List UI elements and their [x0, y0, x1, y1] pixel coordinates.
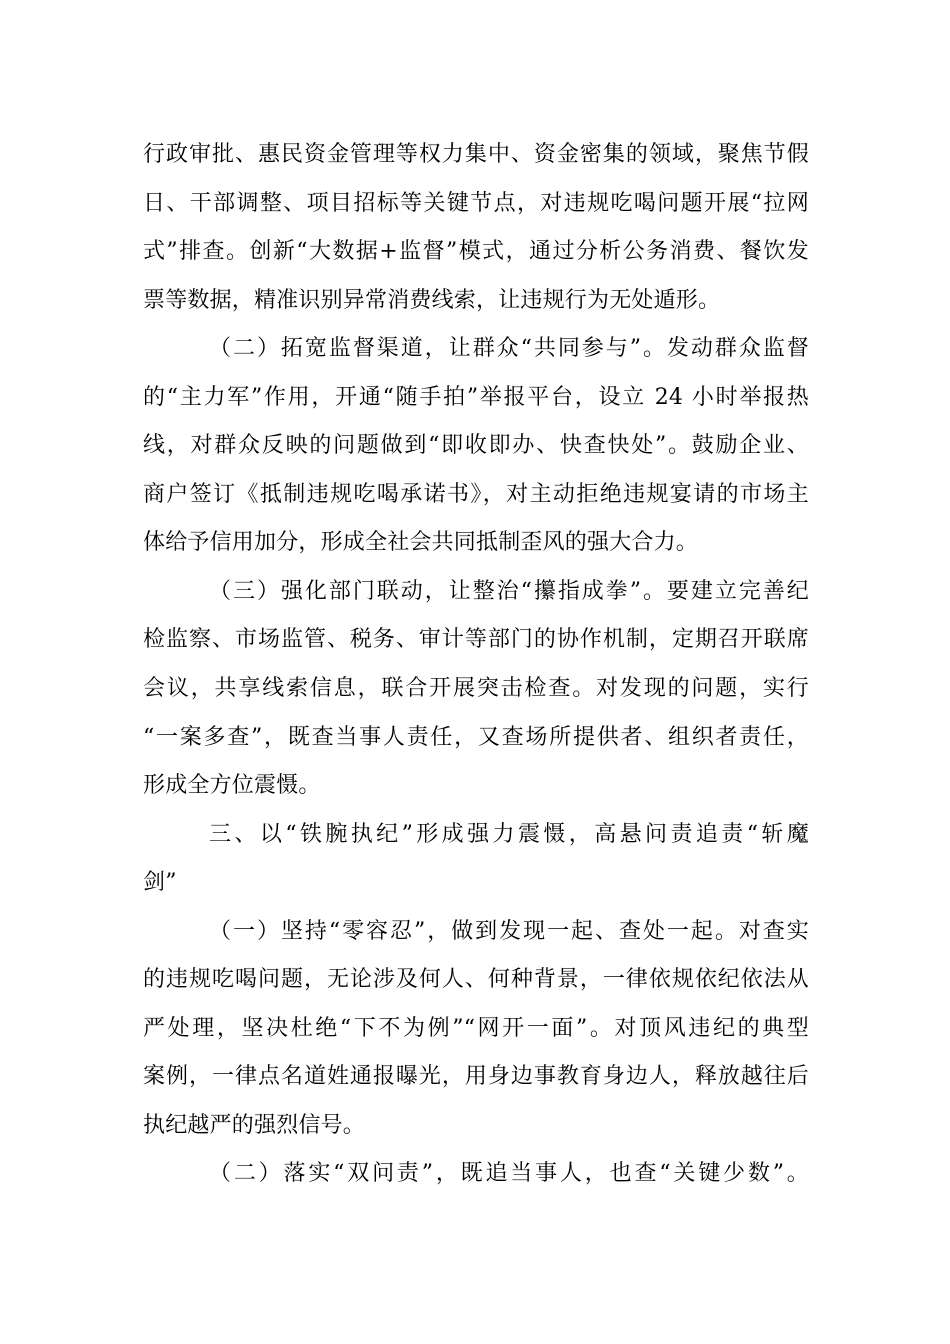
- text-line: （一）坚持“零容忍”，做到发现一起、查处一起。对查实: [209, 918, 809, 944]
- text-line: 式”排查。创新“大数据+监督”模式，通过分析公务消费、餐饮发: [143, 239, 809, 265]
- body-text: [143, 131, 809, 1199]
- text-line: （三）强化部门联动，让整治“攥指成拳”。要建立完善纪: [209, 578, 809, 604]
- text-line: 案例，一律点名道姓通报曝光，用身边事教育身边人，释放越往后: [143, 1064, 809, 1090]
- text-line: 商户签订《抵制违规吃喝承诺书》，对主动拒绝违规宴请的市场主: [143, 481, 809, 507]
- text-line: 会议，共享线索信息，联合开展突击检查。对发现的问题，实行: [143, 676, 809, 702]
- text-line: 行政审批、惠民资金管理等权力集中、资金密集的领域，聚焦节假: [143, 142, 809, 167]
- text-line: 检监察、市场监管、税务、审计等部门的协作机制，定期召开联席: [143, 627, 809, 653]
- text-line: 日、干部调整、项目招标等关键节点，对违规吃喝问题开展“拉网: [143, 190, 809, 216]
- text-line: 票等数据，精准识别异常消费线索，让违规行为无处遁形。: [143, 287, 721, 313]
- text-line: （二）落实“双问责”，既追当事人，也查“关键少数”。: [209, 1161, 809, 1187]
- text-line: 形成全方位震慑。: [143, 773, 321, 799]
- text-line: 剑”: [143, 870, 177, 896]
- text-line: 的“主力军”作用，开通“随手拍”举报平台，设立 24 小时举报热: [143, 384, 809, 410]
- text-line: 体给予信用加分，形成全社会共同抵制歪风的强大合力。: [143, 530, 699, 556]
- text-line: （二）拓宽监督渠道，让群众“共同参与”。发动群众监督: [209, 336, 809, 362]
- text-line: 严处理，坚决杜绝“下不为例”“网开一面”。对顶风违纪的典型: [143, 1015, 809, 1041]
- text-line: 线，对群众反映的问题做到“即收即办、快查快处”。鼓励企业、: [143, 433, 809, 459]
- text-line: “一案多查”，既查当事人责任，又查场所提供者、组织者责任，: [143, 724, 809, 750]
- text-line: 的违规吃喝问题，无论涉及何人、何种背景，一律依规依纪依法从: [143, 967, 809, 993]
- text-line: 执纪越严的强烈信号。: [143, 1112, 366, 1138]
- text-line: 三、以“铁腕执纪”形成强力震慑，高悬问责追责“斩魔: [209, 821, 809, 847]
